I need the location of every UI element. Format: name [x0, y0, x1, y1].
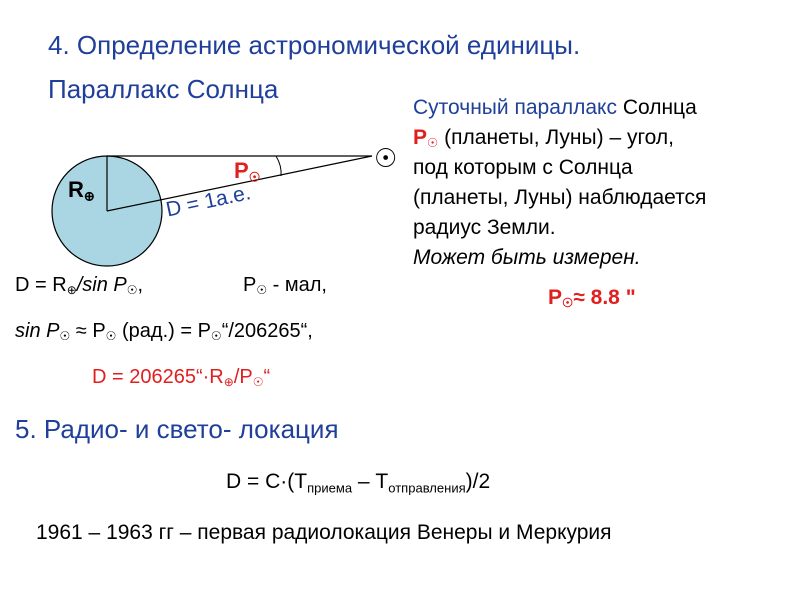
definition-line-1a: Суточный параллакс	[413, 96, 623, 119]
definition-line-3: под которым с Солнца	[413, 156, 633, 179]
formula-3-c: “	[263, 366, 271, 388]
formula-1	[15, 274, 143, 297]
formula-2-c: (рад.) = P	[116, 320, 211, 342]
radius-label	[68, 177, 95, 204]
sun-subscript: ☉	[427, 136, 439, 151]
formula-1-c: ,	[137, 274, 144, 296]
formula-1-b: /sin P	[76, 274, 127, 296]
definition-line-4: (планеты, Луны) наблюдается	[413, 186, 707, 209]
definition-line-5: радиус Земли.	[413, 216, 556, 239]
section-4-heading: 4. Определение астрономической единицы.	[48, 30, 581, 60]
radius-label-r: R	[68, 177, 84, 202]
radar-formula	[226, 470, 490, 496]
definition-p-symbol: P	[413, 126, 428, 149]
formula-2-d: “/206265“,	[221, 320, 313, 342]
angle-arc	[276, 156, 281, 176]
formula-3-b: /P	[233, 366, 253, 388]
formula-2	[15, 320, 313, 343]
formula-2-sun1: ☉	[59, 329, 71, 343]
definition-line-6: Может быть измерен.	[413, 246, 641, 269]
formula-2-b: ≈ P	[70, 320, 106, 342]
radar-sub-send: отправления	[388, 480, 466, 496]
formula-1-a: D = R	[15, 274, 67, 296]
radar-sub-receive: приема	[307, 480, 353, 496]
radar-b: – T	[352, 470, 389, 493]
formula-2-sun3: ☉	[210, 329, 222, 343]
definition-line-2-text: (планеты, Луны) – угол,	[444, 126, 674, 149]
formula-1-e: - мал,	[267, 274, 327, 296]
radar-a: D = C·(T	[226, 470, 308, 493]
formula-1-small	[243, 274, 327, 297]
parallax-value-sun: ☉	[562, 296, 574, 311]
distance-label: D = 1а.е.	[164, 181, 253, 222]
definition-line-2	[413, 126, 674, 150]
formula-3	[92, 366, 270, 389]
parallax-value-number: ≈ 8.8 "	[573, 286, 636, 309]
formula-3-a: D = 206265“·R	[92, 366, 224, 388]
sun-symbol: ☉	[374, 143, 398, 173]
formula-1-d: P	[243, 274, 257, 296]
parallax-value	[548, 286, 636, 310]
definition-line-1b: Солнца	[622, 96, 697, 119]
formula-1-sun2: ☉	[256, 283, 268, 297]
formula-3-earth: ⊕	[223, 375, 234, 389]
formula-2-sun2: ☉	[105, 329, 117, 343]
formula-2-a: sin P	[15, 320, 60, 342]
section-subheading: Параллакс Солнца	[48, 74, 279, 104]
definition-line-1	[413, 96, 697, 120]
radar-c: )/2	[465, 470, 491, 493]
formula-1-earth: ⊕	[66, 283, 77, 297]
formula-3-sun: ☉	[252, 375, 264, 389]
angle-label-p: P	[234, 158, 249, 183]
parallax-value-p: P	[548, 286, 563, 309]
section-5-heading: 5. Радио- и свето- локация	[15, 414, 339, 444]
earth-symbol: ⊕	[83, 188, 95, 204]
angle-label-sun: ☉	[248, 169, 261, 185]
formula-1-sun: ☉	[126, 283, 138, 297]
history-line: 1961 – 1963 гг – первая радиолокация Венеры и Меркурия	[36, 521, 612, 544]
